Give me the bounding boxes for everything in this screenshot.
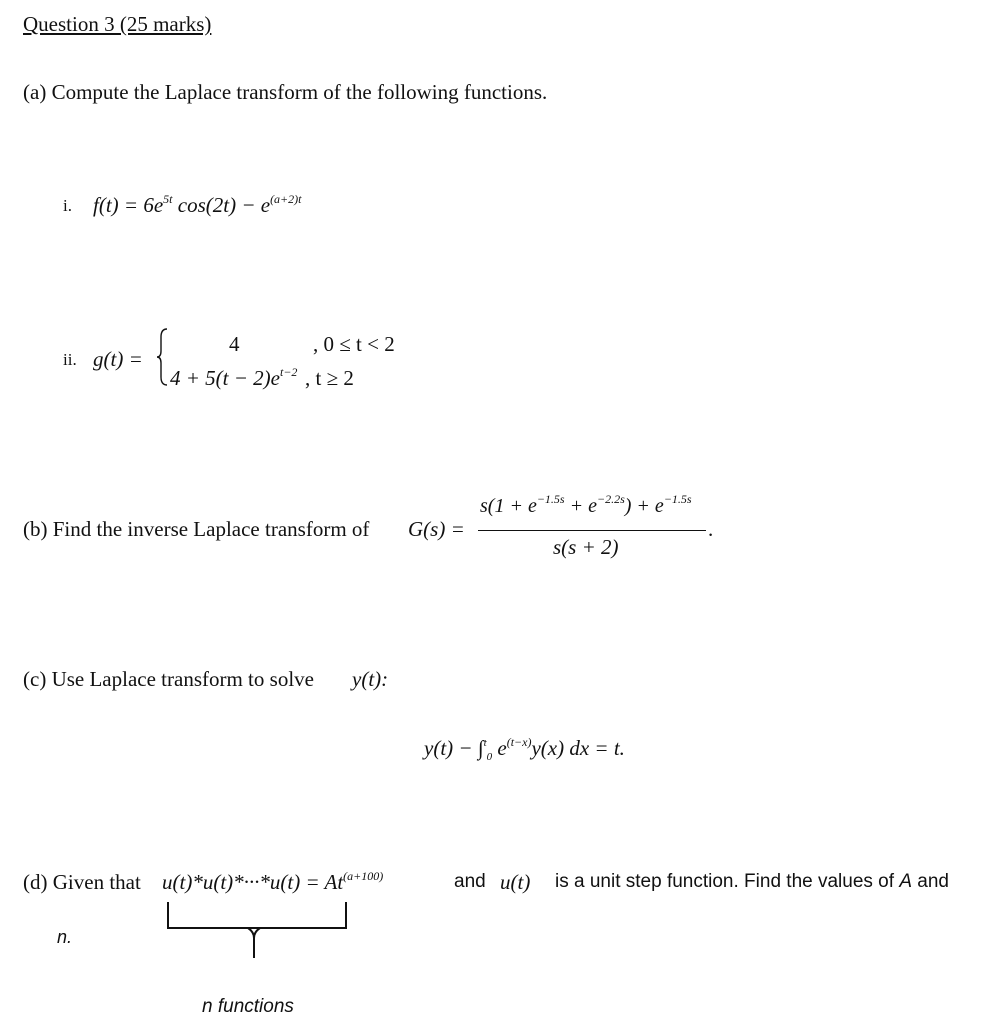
underbrace [164, 902, 350, 962]
case2-cond: , t ≥ 2 [305, 366, 354, 390]
part-c [23, 667, 314, 692]
part-b-text: Find the inverse Laplace transform of [52, 517, 370, 541]
case1-cond: , 0 ≤ t < 2 [313, 332, 395, 356]
part-d-ut: u(t) [500, 870, 531, 894]
part-d-convolution: $u(t)*u(t)*\cdot\cdot\cdot*u(t) = At^{(a+100)}$ [162, 869, 384, 894]
part-a-text: Compute the Laplace transform of the following functions. [51, 80, 548, 104]
question-heading: Question 3 (25 marks) [23, 12, 212, 36]
part-b-period: . [708, 517, 714, 541]
part-d-text: Given that [52, 870, 141, 894]
part-d-label: (d) [23, 870, 48, 894]
part-d-n: n. [57, 927, 73, 947]
case2-expr: $4 + 5(t - 2)e^{t-2}$ [170, 365, 298, 390]
case1-expr: 4 [229, 332, 240, 356]
part-c-var: y(t): [352, 667, 389, 691]
item-i-equation: $f(t) = 6e^{5t}$ $\cos(2t) - e^{(a+2)t}$ [93, 192, 302, 217]
item-ii-label: ii. [63, 350, 77, 369]
part-c-label: (c) [23, 667, 47, 691]
fraction-bar [478, 530, 706, 531]
part-b-lhs: G(s) = [408, 517, 465, 541]
item-ii-lhs: g(t) = [93, 347, 143, 371]
item-i-label: i. [63, 196, 72, 215]
piecewise-brace [155, 327, 169, 387]
part-d-rest: is a unit step function. Find the values of A and [555, 871, 949, 892]
part-b-label: (b) [23, 517, 48, 541]
part-b [23, 517, 369, 542]
part-a [23, 80, 547, 105]
part-b-numerator: $s(1 + e^{-1.5s} + e^{-2.2s}) + e^{-1.5s}$ [480, 492, 692, 517]
part-d [23, 870, 141, 895]
part-b-denominator: s(s + 2) [553, 535, 619, 559]
part-c-text: Use Laplace transform to solve [51, 667, 314, 691]
part-c-equation: y(t) − ∫$^t_0$ $e^{(t-x)}y(x)$ dx = t. [424, 735, 625, 764]
brace-label: n functions [202, 996, 294, 1017]
part-a-label: (a) [23, 80, 47, 104]
part-d-and: and [454, 871, 486, 892]
